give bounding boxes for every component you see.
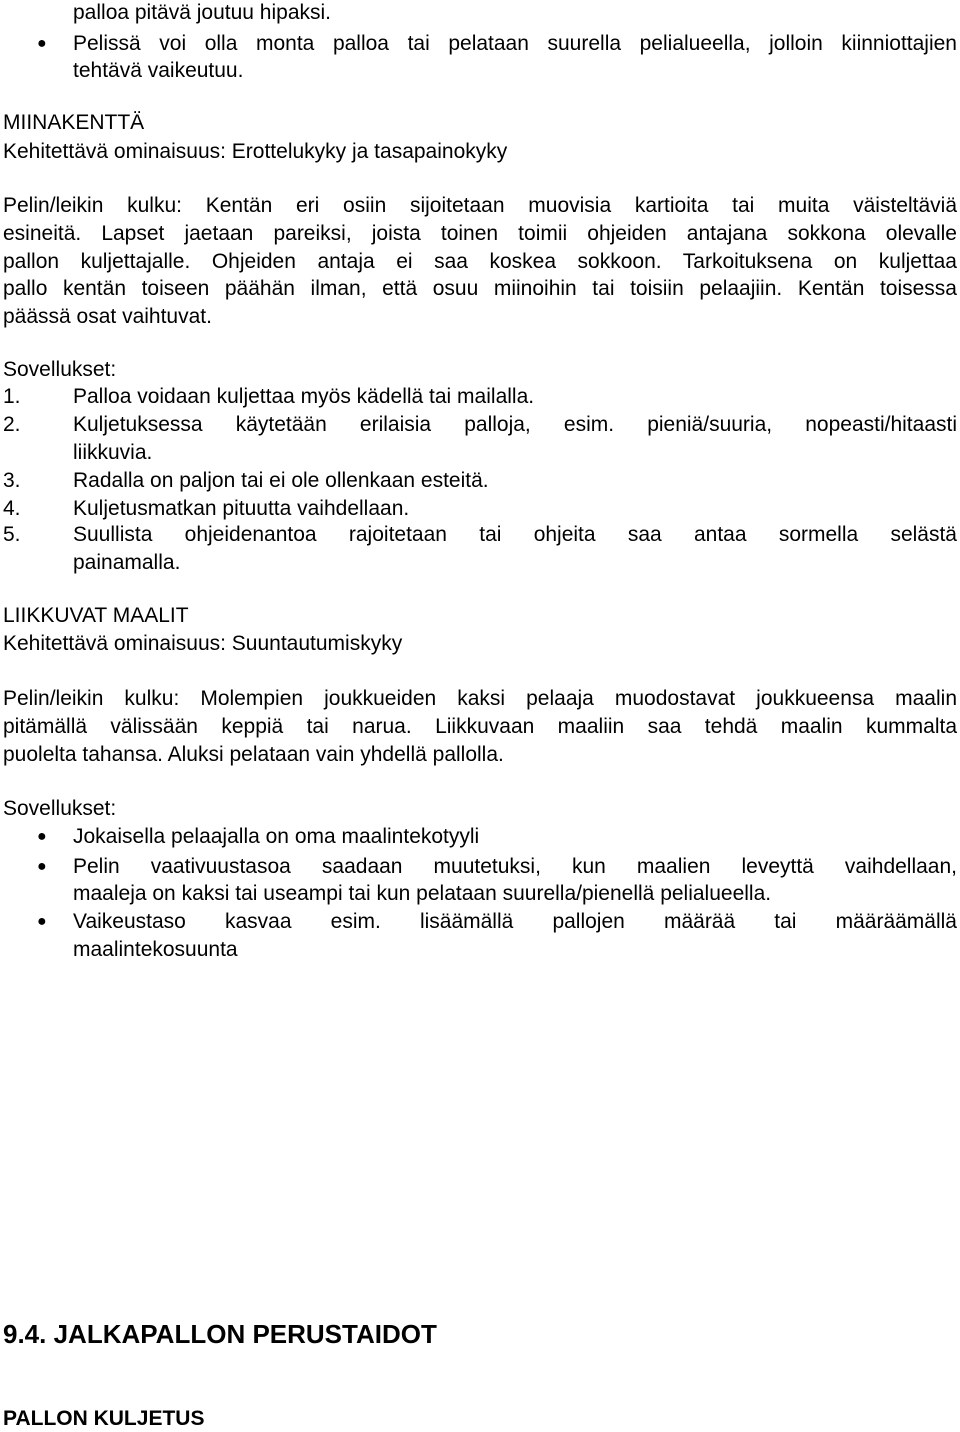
list-item: maaleja on kaksi tai useampi tai kun pelataan suurella/pienellä pelialueella. xyxy=(73,882,772,905)
bullet-icon: ● xyxy=(37,35,47,52)
applications-label: Sovellukset: xyxy=(3,358,117,381)
chapter-heading: 9.4. JALKAPALLON PERUSTAIDOT xyxy=(3,1319,437,1349)
intro-bullet-line: tehtävä vaikeutuu. xyxy=(73,59,244,82)
list-item: painamalla. xyxy=(73,551,181,574)
ability-text: Kehitettävä ominaisuus: Suuntautumiskyky xyxy=(3,632,403,655)
course-line: Pelin/leikin kulku: Kentän eri osiin sijoitetaan muovisia kartioita tai muita väisteltäviä xyxy=(3,194,957,217)
course-line: Pelin/leikin kulku: Molempien joukkueiden kaksi pelaaja muodostavat joukkueensa maalin xyxy=(3,687,957,710)
list-item: Suullista ohjeidenantoa rajoitetaan tai ohjeita saa antaa sormella selästä xyxy=(73,523,957,546)
list-item: Vaikeustaso kasvaa esim. lisäämällä pallojen määrää tai määräämällä xyxy=(73,910,957,933)
list-number: 4. xyxy=(3,497,21,520)
list-item: Radalla on paljon tai ei ole ollenkaan esteitä. xyxy=(73,469,489,492)
list-item: Jokaisella pelaajalla on oma maalintekotyyli xyxy=(73,825,480,848)
bullet-icon: ● xyxy=(37,858,47,875)
list-item: Kuljetusmatkan pituutta vaihdellaan. xyxy=(73,497,410,520)
list-number: 1. xyxy=(3,385,21,408)
course-line: päässä osat vaihtuvat. xyxy=(3,305,212,328)
course-line: pallon kuljettajalle. Ohjeiden antaja ei saa koskea sokkoon. Tarkoituksena on kuljettaa xyxy=(3,250,957,273)
list-item: Pelin vaativuustasoa saadaan muutetuksi, kun maalien leveyttä vaihdellaan, xyxy=(73,855,957,878)
applications-label: Sovellukset: xyxy=(3,797,117,820)
list-item: maalintekosuunta xyxy=(73,938,238,961)
list-item: liikkuvia. xyxy=(73,441,153,464)
ability-text: Kehitettävä ominaisuus: Erottelukyky ja tasapainokyky xyxy=(3,140,508,163)
course-line: esineitä. Lapset jaetaan pareiksi, joista toinen toimii ohjeiden antajana sokkona olevalle xyxy=(3,222,957,245)
section-title: LIIKKUVAT MAALIT xyxy=(3,604,189,627)
section-title: MIINAKENTTÄ xyxy=(3,111,145,134)
course-line: puolelta tahansa. Aluksi pelataan vain yhdellä pallolla. xyxy=(3,743,504,766)
bullet-icon: ● xyxy=(37,913,47,930)
list-number: 3. xyxy=(3,469,21,492)
course-line: pitämällä välissään keppiä tai narua. Liikkuvaan maaliin saa tehdä maalin kummalta xyxy=(3,715,957,738)
list-number: 2. xyxy=(3,413,21,436)
list-item: Palloa voidaan kuljettaa myös kädellä tai mailalla. xyxy=(73,385,535,408)
intro-bullet-line: Pelissä voi olla monta palloa tai pelataan suurella pelialueella, jolloin kiinniottajien xyxy=(73,32,957,55)
intro-line: palloa pitävä joutuu hipaksi. xyxy=(73,1,332,24)
list-item: Kuljetuksessa käytetään erilaisia palloja, esim. pieniä/suuria, nopeasti/hitaasti xyxy=(73,413,957,436)
bullet-icon: ● xyxy=(37,828,47,845)
subsection-heading: PALLON KULJETUS xyxy=(3,1407,205,1430)
list-number: 5. xyxy=(3,523,21,546)
course-line: pallo kentän toiseen päähän ilman, että osuu miinoihin tai toisiin pelaajiin. Kentän toisessa xyxy=(3,277,957,300)
